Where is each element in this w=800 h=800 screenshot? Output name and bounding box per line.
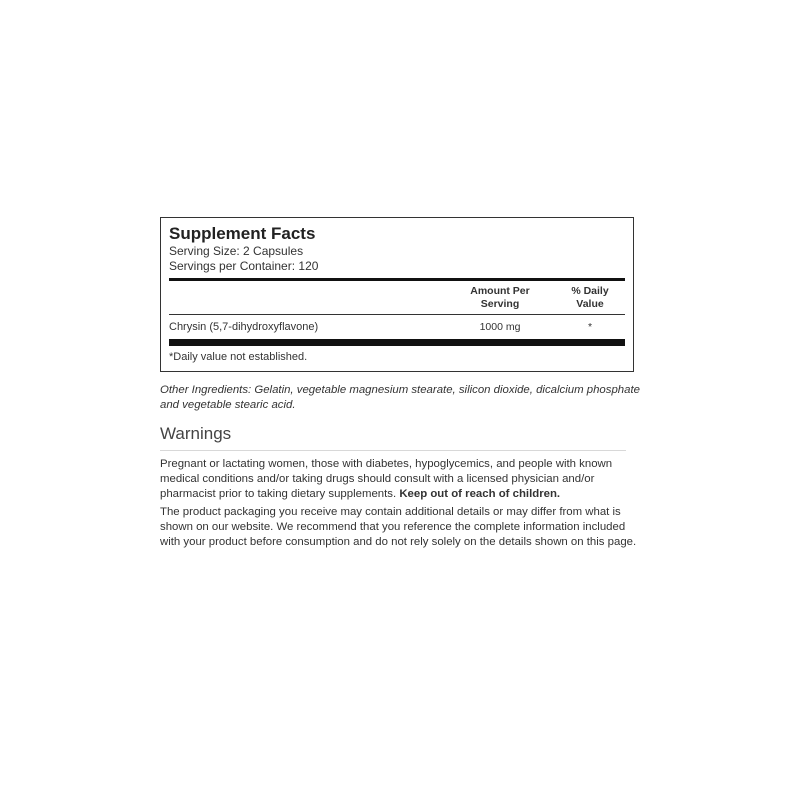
ingredient-name: Chrysin (5,7-dihydroxyflavone) xyxy=(169,321,319,333)
header-amount-line1: Amount Per xyxy=(470,284,530,297)
facts-table-header xyxy=(169,281,625,315)
header-amount-per-serving xyxy=(445,285,555,311)
header-dv-line2: Value xyxy=(576,297,604,310)
ingredient-amount: 1000 mg xyxy=(479,321,521,333)
servings-per-container: Servings per Container: 120 xyxy=(169,259,319,273)
product-disclaimer: The product packaging you receive may contain additional details or may differ from what is shown on our website. We recommend that you reference the complete information included with your product before consumption and do not rely solely on the details shown on this page. xyxy=(160,506,637,548)
supplement-facts-title: Supplement Facts xyxy=(169,224,316,243)
ingredient-daily-value: * xyxy=(587,321,593,333)
warnings-heading: Warnings xyxy=(160,424,626,451)
warnings-bold-text: Keep out of reach of children. xyxy=(399,488,561,500)
other-ingredients: Other Ingredients: Gelatin, vegetable magnesium stearate, silicon dioxide, dicalcium phosphate and vegetable stearic acid. xyxy=(160,384,640,411)
warnings-text xyxy=(160,457,640,502)
supplement-facts-panel xyxy=(160,217,634,372)
header-amount-line2: Serving xyxy=(480,297,520,310)
warnings-body: Pregnant or lactating women, those with diabetes, hypoglycemics, and people with known medical conditions and/or taking drugs should consult with a licensed physician and/or pharmacist prior to taking dietary supplements. xyxy=(160,458,613,500)
daily-value-footnote: *Daily value not established. xyxy=(169,351,308,363)
thick-divider-bottom xyxy=(169,339,625,346)
table-row xyxy=(169,315,625,339)
serving-size: Serving Size: 2 Capsules xyxy=(169,244,304,258)
header-daily-value xyxy=(555,285,625,311)
header-dv-line1: % Daily xyxy=(571,284,609,297)
